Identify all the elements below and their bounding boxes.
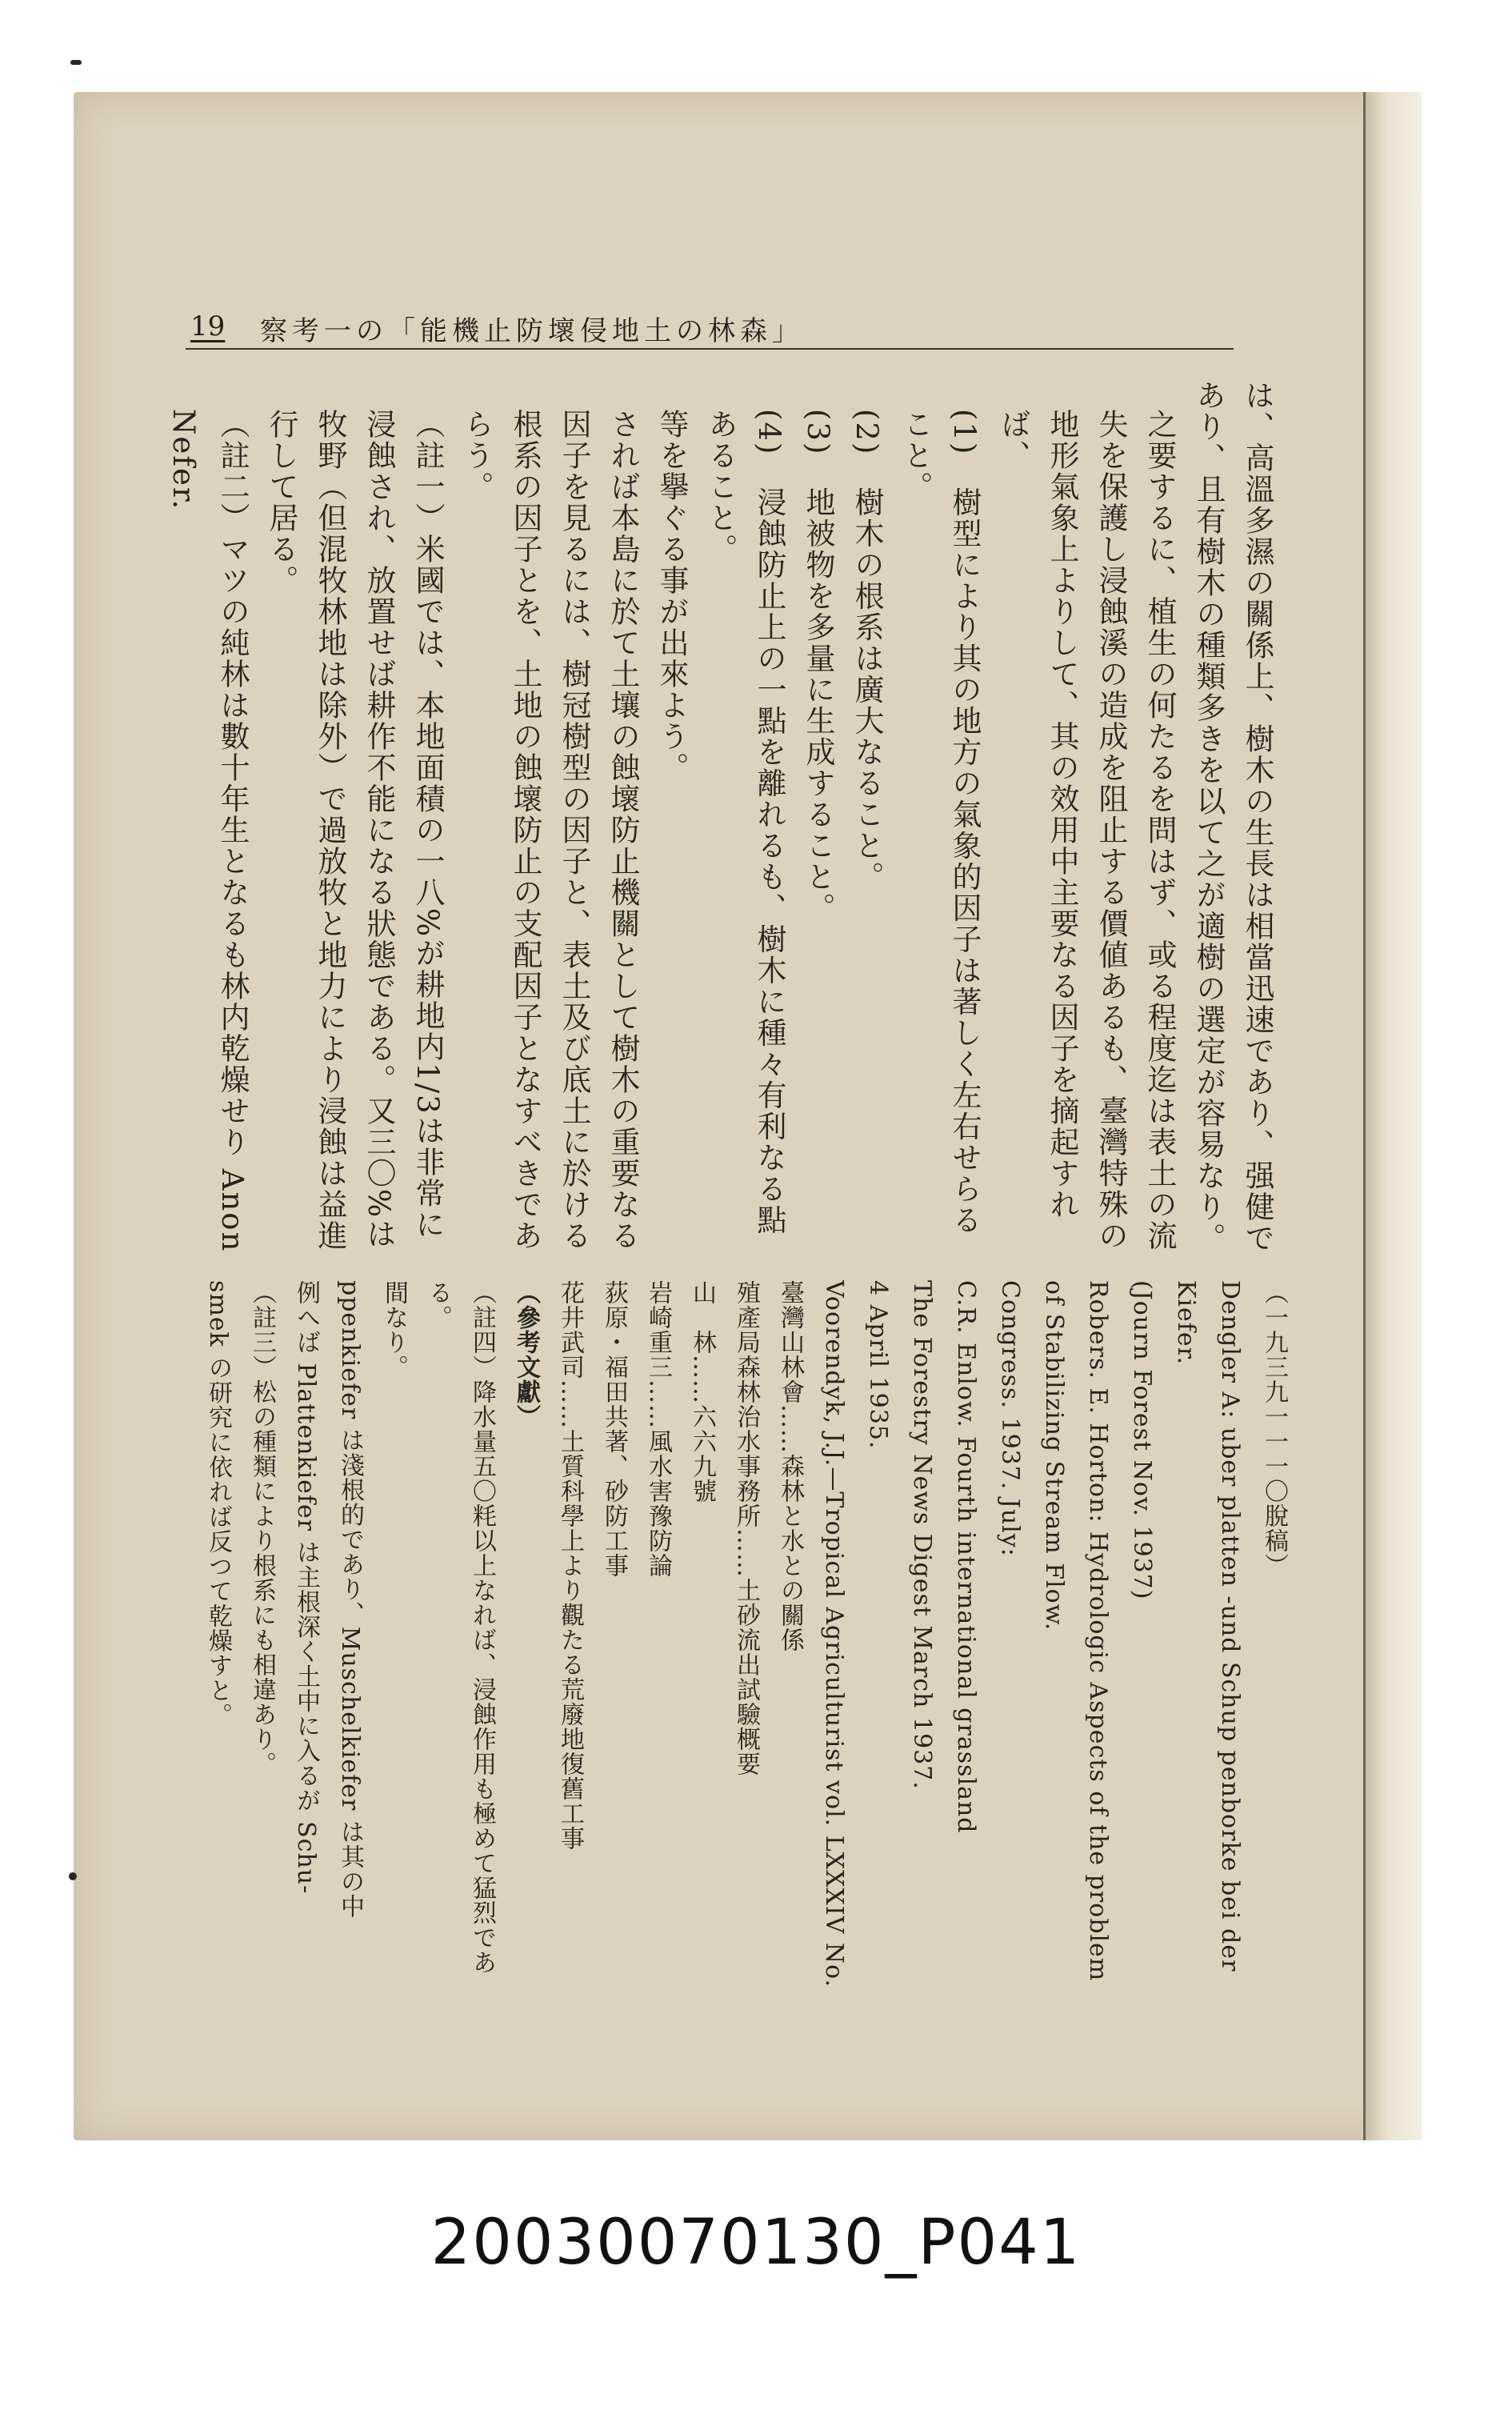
reference-item: 荻原・福田共著、砂防工事 bbox=[600, 1280, 628, 1578]
list-item: (4) 浸蝕防止上の一點を離れるも、樹木に種々有利なる點あること。 bbox=[703, 409, 786, 1236]
footnote: smek の研究に依れば反つて乾燥すと。 bbox=[204, 1280, 232, 1728]
reference-item: Congress. 1937. July: bbox=[996, 1280, 1024, 1557]
footnote: 間なり。 bbox=[380, 1280, 408, 1379]
list-item: (3) 地被物を多量に生成すること。 bbox=[801, 409, 835, 924]
reference-item: (Journ Forest Nov. 1937) bbox=[1128, 1280, 1156, 1600]
footnote: （註二）マツの純林は數十年生となるも林内乾燥せり Anon Nefer. bbox=[166, 409, 250, 1253]
running-title: 察考一の「能機止防壞侵地土の林森」 bbox=[260, 315, 804, 347]
reference-item: 臺灣山林會……森林と水との關係 bbox=[776, 1280, 804, 1652]
reference-item: 山 林……六六九號 bbox=[688, 1280, 716, 1503]
header-rule bbox=[186, 348, 1234, 350]
footnote: （註三）松の種類により根系にも相違あり。 bbox=[248, 1280, 276, 1776]
footnote: （註一）米國では、本地面積の一八%が耕地内1/3は非常に浸蝕され、放置せば耕作不能になる狀態である。又三〇%は牧野（但混牧林地は除外）で過放牧と地力により浸蝕は益進行して居る。 bbox=[264, 409, 445, 1251]
reference-item: The Forestry News Digest March 1937. bbox=[908, 1280, 936, 1790]
paragraph: は、高溫多濕の關係上、樹木の生長は相當迅速であり、强健であり、且有樹木の種類多きを以て之が適樹の選定が容易なり。 bbox=[1191, 380, 1274, 1254]
footnote: （註四）降水量五〇粍以上なれば、浸蝕作用も極めて猛烈である。 bbox=[424, 1280, 496, 1975]
adjacent-page-edge bbox=[1363, 92, 1422, 2140]
reference-item: Robers. E. Horton: Hydrologic Aspects of the problem of Stabilizing Stream Flow. bbox=[1040, 1280, 1112, 1982]
paragraph: 等を擧ぐる事が出來よう。 bbox=[654, 409, 689, 783]
paragraph: 之要するに、植生の何たるを問はず、或る程度迄は表土の流失を保護し浸蝕溪の造成を阻止する價値あるも、臺灣特殊の地形氣象上よりして、其の效用中主要なる因子を摘起すれば、 bbox=[996, 409, 1177, 1251]
references-heading: （參考文獻） bbox=[512, 1280, 540, 1429]
scan-mark bbox=[70, 60, 82, 65]
reference-item: 岩崎重三……風水害豫防論 bbox=[644, 1280, 672, 1578]
reference-item: C.R. Enlow. Fourth international grassland bbox=[952, 1280, 980, 1834]
footnote: ppenkiefer は淺根的であり、Muschelkiefer は其の中 bbox=[336, 1280, 364, 1919]
footnote: 例へば Plattenkiefer は主根深く土中に入るが Schu- bbox=[292, 1280, 320, 1895]
list-item: (1) 樹型により其の地方の氣象的因子は著しく左右せらること。 bbox=[898, 409, 982, 1236]
paragraph: されば本島に於て土壤の蝕壞防止機關として樹木の重要なる因子を見るには、樹冠樹型の因子と、表土及び底土に於ける根系の因子とを、土地の蝕壞防止の支配因子となすべきであらう。 bbox=[459, 409, 640, 1251]
body-upper-column bbox=[166, 380, 1282, 1264]
reference-item: 花井武司……土質科學上より觀たる荒廢地復舊工事 bbox=[556, 1280, 584, 1851]
body-lower-column bbox=[204, 1280, 1296, 2000]
reference-item: Voorendyk, J.J.—Tropical Agriculturist vol. LXXXIV No. bbox=[820, 1280, 848, 1988]
date-note: （一九三九一一一〇脫稿） bbox=[1260, 1280, 1288, 1578]
reference-item: Dengler A: uber platten -und Schup penborke bei der Kiefer. bbox=[1172, 1280, 1244, 1972]
image-caption: 20030070130_P041 bbox=[430, 2207, 1082, 2279]
reference-item: 殖產局森林治水事務所……土砂流出試驗概要 bbox=[732, 1280, 760, 1776]
scan-mark bbox=[69, 1872, 77, 1880]
reference-item: 4 April 1935. bbox=[864, 1280, 892, 1450]
list-item: (2) 樹木の根系は廣大なること。 bbox=[850, 409, 884, 893]
page-number: 19 bbox=[190, 310, 226, 342]
